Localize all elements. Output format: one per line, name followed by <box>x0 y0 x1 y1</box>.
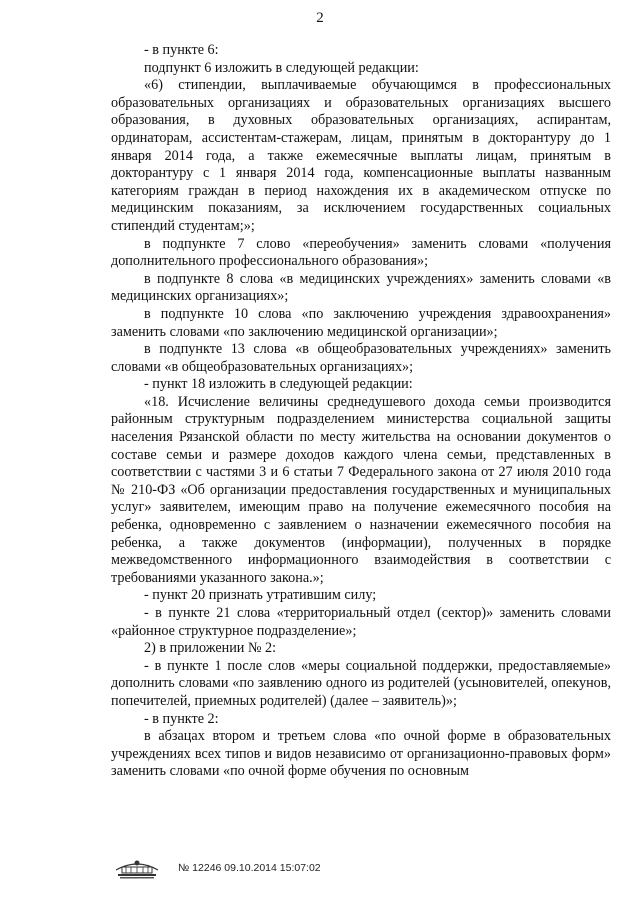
paragraph: в подпункте 8 слова «в медицинских учреждениях» заменить словами «в медицинских организациях»; <box>111 270 611 305</box>
paragraph: в подпункте 10 слова «по заключению учреждения здравоохранения» заменить словами «по заключению медицинской организации»; <box>111 305 611 340</box>
paragraph: - в пункте 21 слова «территориальный отдел (сектор)» заменить словами «районное структурное подразделение»; <box>111 605 611 639</box>
paragraph: - пункт 18 изложить в следующей редакции: <box>144 376 413 393</box>
paragraph: подпункт 6 изложить в следующей редакции: <box>144 59 419 76</box>
document-body <box>111 42 611 781</box>
paragraph: в подпункте 7 слово «переобучения» заменить словами «получения дополнительного профессионального образования»; <box>111 235 611 270</box>
paragraph: «6) стипендии, выплачиваемые обучающимся в профессиональных образовательных организациях и образовательных организациях высшего образования, в духовных образовательных организациях, аспирантам, ординаторам, ассистентам-стажерам, лицам, принятым в докторантуру до 1 января 2014 года, а также ежемесячные выплаты лицам, принятым в докторантуру с 1 января 2014 года, компенсационные выплаты названным категориям граждан в период нахождения их в академическом отпуске по медицинским показаниям, за исключением государственных социальных стипендий студентам;»; <box>111 77 611 234</box>
registration-stamp: № 12246 09.10.2014 15:07:02 <box>178 862 321 874</box>
paragraph: «18. Исчисление величины среднедушевого дохода семьи производится районным структурным подразделением министерства социальной защиты населения Рязанской области по месту жительства на основании документов о составе семьи и размере доходов каждого члена семьи, представленных в соответствии с частями 3 и 6 статьи 7 Федерального закона от 27 июля 2010 года № 210-ФЗ «Об организации предоставления государственных и муниципальных услуг» заявителем, имеющим право на получение ежемесячного пособия на ребенка, одновременно с заявлением о назначении ежемесячного пособия на ребенка, а также документов (информации), полученных в порядке межведомственного информационного взаимодействия в соответствии с требованиями указанного закона.»; <box>111 393 611 586</box>
paragraph: - пункт 20 признать утратившим силу; <box>144 587 377 604</box>
paragraph: - в пункте 6: <box>144 42 219 58</box>
government-emblem-icon <box>112 856 162 880</box>
paragraph: - в пункте 1 после слов «меры социальной поддержки, предоставляемые» дополнить словами «по заявлению одного из родителей (усыновителей, опекунов, попечителей, приемных родителей) (далее – заявитель)»; <box>111 657 611 709</box>
page-number: 2 <box>316 10 324 26</box>
paragraph: в абзацах втором и третьем слова «по очной форме в образовательных учреждениях всех типов и видов независимо от организационно-правовых форм» заменить словами «по очной форме обучения по основным <box>111 728 611 780</box>
paragraph: 2) в приложении № 2: <box>144 640 277 657</box>
paragraph: - в пункте 2: <box>144 710 219 727</box>
document-footer <box>112 855 321 881</box>
paragraph: в подпункте 13 слова «в общеобразовательных учреждениях» заменить словами «в общеобразовательных организациях»; <box>111 341 611 375</box>
